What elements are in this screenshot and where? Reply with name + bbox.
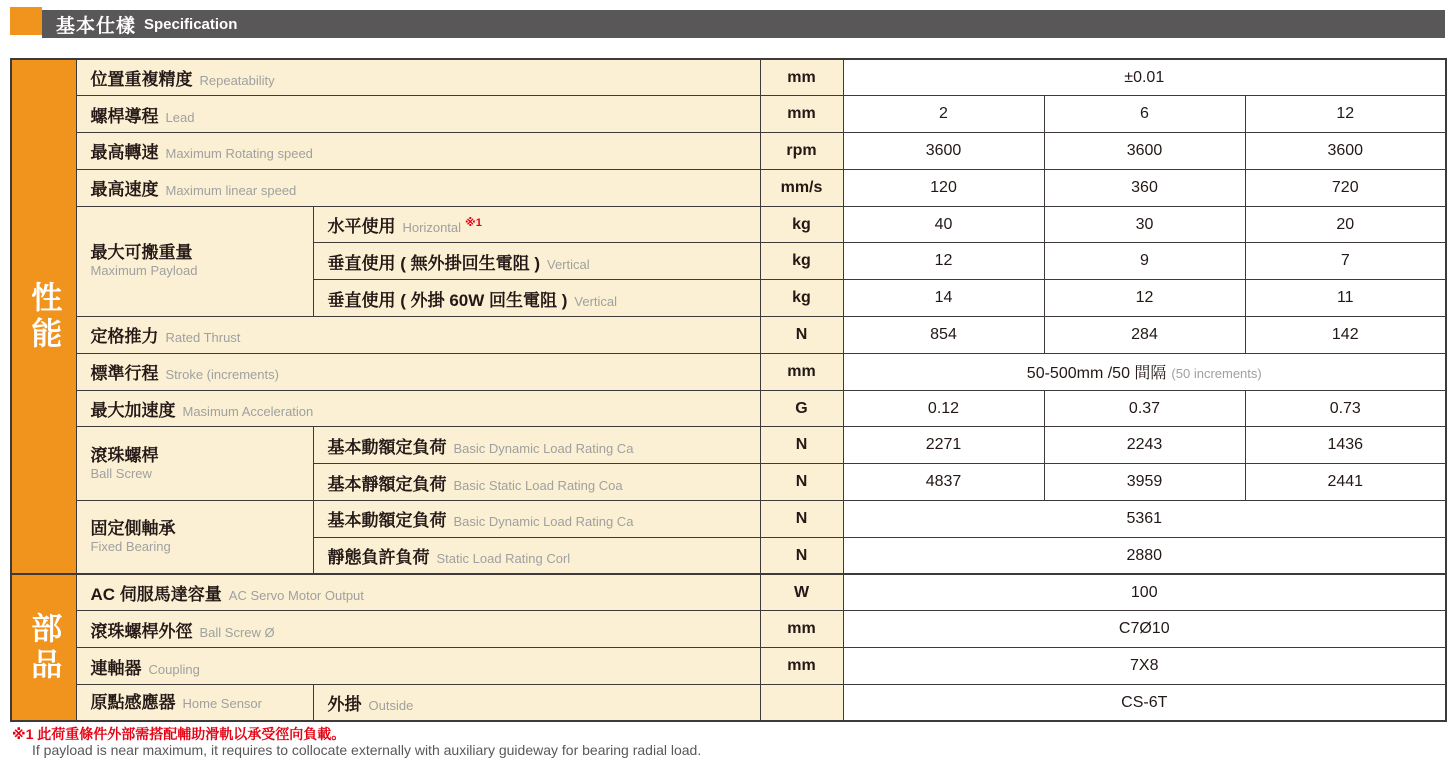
unit-label: mm [787,620,816,638]
group-label-cell [76,501,313,575]
row-label-cell [76,390,760,427]
value-cell [1245,206,1446,243]
header-accent-square [10,7,42,35]
value-text: 100 [1130,583,1158,601]
row-label-cell [76,96,760,133]
value-cell [1245,243,1446,280]
value-cell [1044,427,1245,464]
value-text: 720 [1331,178,1359,196]
unit-cell [760,169,843,206]
row-label-cell [313,280,760,317]
row-label-cell [76,611,760,648]
value-cell [843,537,1446,574]
row-label-en: Masimum Acceleration [182,404,314,420]
value-cell [843,427,1044,464]
value-cell [1044,206,1245,243]
value-text: 5361 [1126,509,1163,527]
value-text: 20 [1336,215,1355,233]
value-cell [1044,390,1245,427]
footnote-en: If payload is near maximum, it requires to collocate externally with auxiliary guideway for bearing radial load. [32,742,702,758]
row-label-en: AC Servo Motor Output [228,588,364,604]
value-cell [843,611,1446,648]
spec-row [11,206,1446,243]
value-cell [843,353,1446,390]
row-label-zh: 外掛 [327,695,362,715]
page-title-en: Specification [144,15,238,33]
value-note: (50 increments) [1171,366,1262,382]
value-cell [1044,280,1245,317]
spec-row [11,390,1446,427]
value-cell [843,648,1446,685]
section-cell [11,574,76,721]
spec-row [11,574,1446,611]
value-text: 120 [930,178,957,196]
row-label-cell [76,353,760,390]
unit-label: G [795,399,808,417]
row-label-cell [313,464,760,501]
value-text: 0.12 [927,399,960,417]
value-cell [1044,243,1245,280]
row-label-zh: 垂直使用 ( 外掛 60W 回生電阻 ) [327,290,568,310]
value-cell [843,96,1044,133]
spec-table-body [11,59,1446,721]
row-label-cell [76,574,760,611]
row-label-en: Basic Dynamic Load Rating Ca [453,514,634,530]
unit-label: N [795,325,808,343]
row-label-cell [313,427,760,464]
unit-cell [760,427,843,464]
value-cell [1245,169,1446,206]
unit-cell [760,206,843,243]
value-text: 3959 [1126,473,1163,491]
unit-cell [760,501,843,538]
spec-row [11,353,1446,390]
row-label-zh: 定格推力 [90,327,159,347]
unit-cell [760,317,843,354]
unit-cell [760,537,843,574]
value-text: 3600 [1327,141,1364,159]
value-cell [843,59,1446,96]
group-label-en: Ball Screw [90,465,152,481]
value-text: 142 [1331,325,1359,343]
spec-row [11,427,1446,464]
footnote-zh: ※1 此荷重條件外部需搭配輔助滑軌以承受徑向負載。 [12,726,346,742]
group-label-zh: 滾珠螺桿 [90,445,159,465]
unit-cell [760,611,843,648]
value-cell [1245,390,1446,427]
value-text: 0.37 [1128,399,1161,417]
value-cell [843,390,1044,427]
group-label-zh: 最大可搬重量 [90,243,193,263]
row-label-en: Horizontal [402,220,462,236]
value-text: 0.73 [1329,399,1361,417]
value-text: 284 [1131,325,1158,343]
row-label-zh: 最高速度 [90,180,159,200]
row-label-en: Stroke (increments) [165,367,279,383]
value-cell [1044,133,1245,170]
value-text: C7Ø10 [1118,620,1170,638]
row-label-cell [313,501,760,538]
value-text: 360 [1131,178,1158,196]
value-text: 2 [939,105,948,123]
row-label-zh: 最大加速度 [90,401,176,421]
value-text: 2441 [1327,473,1364,491]
group-label-zh: 原點感應器 [90,692,176,712]
row-label-en: Vertical [574,293,618,309]
row-label-cell [76,317,760,354]
spec-row [11,96,1446,133]
unit-cell [760,648,843,685]
group-label-en: Home Sensor [182,695,262,711]
value-cell [1245,427,1446,464]
value-text: 30 [1135,215,1154,233]
section-label: 性能 [26,280,62,353]
spec-row [11,685,1446,722]
value-cell [1245,96,1446,133]
page-header-bar [42,10,1445,38]
value-cell [843,501,1446,538]
page-title-zh: 基本仕樣 [56,15,137,37]
unit-label: mm [787,657,816,675]
row-label-zh: 水平使用 [327,217,396,237]
group-label-zh: 固定側軸承 [90,519,176,539]
unit-cell [760,574,843,611]
row-label-en: Ball Screw Ø [199,624,275,640]
unit-label: mm/s [780,178,823,196]
value-text: 40 [934,215,953,233]
row-label-cell [313,685,760,722]
spec-row [11,611,1446,648]
row-label-en: Static Load Rating Corl [436,551,571,566]
value-text: 11 [1336,289,1354,307]
group-label-en: Maximum Payload [90,263,198,279]
unit-label: mm [787,105,816,123]
row-label-en: Outside [368,698,414,714]
group-label-cell [76,206,313,316]
value-cell [1044,317,1245,354]
row-label-cell [313,537,760,574]
value-text: 2880 [1126,546,1163,564]
spec-row [11,648,1446,685]
spec-row [11,59,1446,96]
unit-label: N [795,509,808,527]
unit-cell [760,685,843,722]
value-text: 2271 [925,436,962,454]
row-label-zh: 靜態負許負荷 [327,548,430,567]
unit-label: N [795,436,808,454]
row-label-zh: 最高轉速 [90,143,159,163]
row-label-en: Vertical [547,256,590,272]
row-label-en: Maximum linear speed [165,183,297,199]
row-label-zh: 基本靜額定負荷 [327,474,447,494]
value-cell [843,243,1044,280]
row-label-cell [76,59,760,96]
value-cell [1044,464,1245,501]
unit-label: kg [792,289,811,307]
row-label-cell [313,243,760,280]
value-text: 7 [1340,252,1350,270]
row-label-en: Basic Dynamic Load Rating Ca [453,440,634,456]
unit-label: N [795,473,808,491]
spec-table-wrap [10,58,1447,722]
value-cell [843,685,1446,722]
value-cell [843,133,1044,170]
row-label-en: Repeatability [199,73,275,89]
section-cell [11,59,76,574]
row-label-zh: 標準行程 [90,364,159,384]
value-text: 4837 [925,473,962,491]
row-label-zh: 螺桿導程 [90,106,159,126]
unit-label: kg [792,215,811,233]
row-label-zh: 基本動額定負荷 [327,511,447,531]
value-text: 12 [1135,289,1154,307]
spec-table [10,58,1447,722]
value-text: 854 [930,325,957,343]
value-text: ±0.01 [1124,68,1165,86]
unit-label: W [793,583,810,601]
value-text: 2243 [1126,436,1163,454]
unit-cell [760,133,843,170]
row-label-zh: 連軸器 [90,658,142,678]
value-text: 1436 [1327,436,1364,454]
unit-cell [760,243,843,280]
unit-label: mm [787,362,816,380]
value-cell [1245,133,1446,170]
spec-row [11,169,1446,206]
value-text: 9 [1140,252,1149,270]
row-label-zh: AC 伺服馬達容量 [90,585,222,605]
group-label-en: Fixed Bearing [90,539,171,555]
section-label: 部品 [26,611,62,684]
unit-cell [760,280,843,317]
value-text: 3600 [925,141,962,159]
value-text: 14 [934,289,953,307]
value-text: 6 [1140,105,1149,123]
value-cell [843,169,1044,206]
unit-label: rpm [786,141,817,159]
value-cell [1245,280,1446,317]
value-cell [843,574,1446,611]
row-label-en: Maximum Rotating speed [165,146,313,162]
value-text: 7X8 [1130,657,1159,675]
unit-label: kg [792,252,811,270]
row-label-zh: 滾珠螺桿外徑 [90,621,193,641]
value-cell [1044,96,1245,133]
unit-cell [760,59,843,96]
footnote-ref: ※1 [465,216,482,229]
value-text: 3600 [1126,141,1163,159]
value-text: 12 [1336,105,1355,123]
value-cell [843,464,1044,501]
spec-row [11,133,1446,170]
group-label-cell [76,685,313,722]
unit-cell [760,390,843,427]
value-text: CS-6T [1121,693,1168,711]
group-label-cell [76,427,313,501]
value-cell [843,317,1044,354]
value-text: 50-500mm /50 間隔 [1026,365,1167,383]
row-label-zh: 垂直使用 ( 無外掛回生電阻 ) [327,253,540,273]
row-label-zh: 位置重複精度 [90,70,193,90]
row-label-en: Lead [165,109,195,125]
unit-cell [760,353,843,390]
value-cell [843,206,1044,243]
value-text: 12 [934,252,953,270]
unit-cell [760,96,843,133]
value-cell [1245,464,1446,501]
row-label-en: Basic Static Load Rating Coa [453,477,623,493]
row-label-cell [76,648,760,685]
value-cell [1245,317,1446,354]
row-label-cell [313,206,760,243]
value-cell [843,280,1044,317]
row-label-en: Rated Thrust [165,330,241,346]
row-label-cell [76,133,760,170]
unit-label: mm [787,68,816,86]
value-cell [1044,169,1245,206]
spec-row [11,317,1446,354]
row-label-zh: 基本動額定負荷 [327,437,447,457]
row-label-cell [76,169,760,206]
row-label-en: Coupling [148,661,200,677]
unit-label: N [795,546,808,564]
unit-cell [760,464,843,501]
spec-row [11,501,1446,538]
